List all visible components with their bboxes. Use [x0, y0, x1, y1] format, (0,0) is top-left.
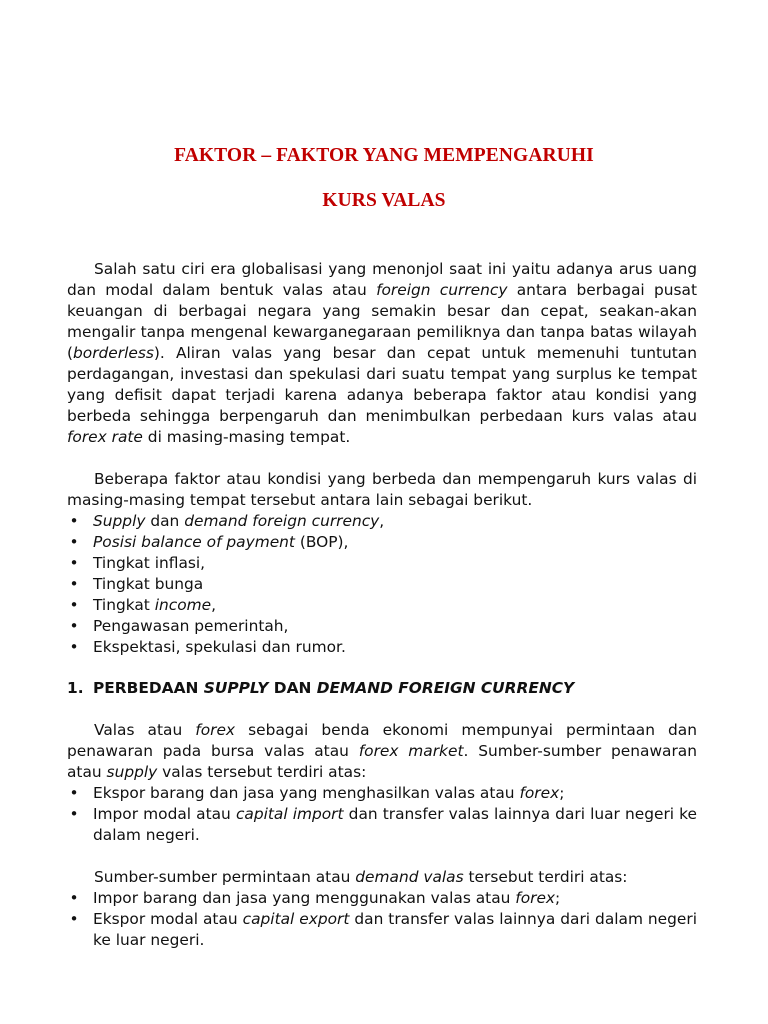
- italic-term: forex rate: [67, 428, 143, 446]
- demand-intro-paragraph: [67, 867, 697, 888]
- list-item: [67, 888, 697, 909]
- italic-term: foreign currency: [376, 281, 508, 299]
- text-run: Tingkat bunga: [93, 575, 204, 593]
- text-run: valas tersebut terdiri atas:: [157, 763, 367, 781]
- text-run: Tingkat: [93, 596, 155, 614]
- bullet-icon: •: [69, 512, 79, 530]
- text-run: ,: [211, 596, 217, 614]
- bullet-icon: •: [69, 617, 79, 635]
- list-item: [67, 804, 697, 846]
- italic-term: demand foreign currency: [184, 512, 380, 530]
- text-run: Ekspektasi, spekulasi dan rumor.: [93, 638, 346, 656]
- italic-term: forex market: [358, 742, 464, 760]
- list-item: [67, 909, 697, 951]
- list-item: [67, 532, 697, 553]
- section-paragraph: [67, 720, 697, 783]
- italic-term: capital export: [242, 910, 350, 928]
- italic-term: forex: [519, 784, 560, 802]
- italic-term: demand valas: [355, 868, 464, 886]
- factor-list: [67, 511, 697, 658]
- section-title: [93, 679, 574, 697]
- italic-term: forex: [515, 889, 556, 907]
- italic-term: borderless: [73, 344, 154, 362]
- text-run: Valas atau: [94, 721, 196, 739]
- italic-term: Supply: [93, 512, 146, 530]
- text-run: Pengawasan pemerintah,: [93, 617, 289, 635]
- text-run: Ekspor barang dan jasa yang menghasilkan valas atau: [93, 784, 520, 802]
- bullet-icon: •: [69, 533, 79, 551]
- bullet-icon: •: [69, 554, 79, 572]
- bullet-icon: •: [69, 575, 79, 593]
- text-run: dan: [145, 512, 185, 530]
- bullet-icon: •: [69, 910, 79, 928]
- document-body: [67, 259, 697, 951]
- text-run: ;: [559, 784, 565, 802]
- text-run: Beberapa faktor atau kondisi yang berbeda dan mempengaruh kurs valas di masing-masing tempat tersebut antara lain sebagai berikut.: [67, 470, 697, 509]
- bullet-icon: •: [69, 805, 79, 823]
- list-item: [67, 553, 697, 574]
- text-run: di masing-masing tempat.: [142, 428, 351, 446]
- title-line-1: FAKTOR – FAKTOR YANG MEMPENGARUHI: [174, 145, 594, 166]
- list-item: [67, 783, 697, 804]
- italic-term: supply: [106, 763, 158, 781]
- text-run: antara berbagai pusat keuangan di berbagai negara yang semakin besar dan cepat, seakan-akan mengalir tanpa mengenal kewarganegaraan pemiliknya dan tanpa batas wilayah (: [67, 281, 697, 362]
- text-run: sebagai benda ekonomi mempunyai permintaan dan penawaran pada bursa valas atau: [67, 721, 697, 760]
- text-run: Ekspor modal atau: [93, 910, 243, 928]
- list-item: [67, 637, 697, 658]
- bullet-icon: •: [69, 638, 79, 656]
- italic-term: forex: [195, 721, 236, 739]
- text-run: ). Aliran valas yang besar dan cepat untuk memenuhi tuntutan perdagangan, investasi dan spekulasi dari suatu tempat yang surplus ke tempat yang defisit dapat terjadi karena adanya beberapa faktor atau kondisi yang berbeda sehingga berpengaruh dan menimbulkan perbedaan kurs valas atau: [67, 344, 697, 425]
- section-number: 1.: [67, 679, 84, 697]
- title-line-2: KURS VALAS: [322, 190, 446, 211]
- text-run: (BOP),: [294, 533, 349, 551]
- supply-list: [67, 783, 697, 846]
- bullet-icon: •: [69, 596, 79, 614]
- list-item: [67, 616, 697, 637]
- text-run: Sumber-sumber permintaan atau: [94, 868, 356, 886]
- text-run: Impor modal atau: [93, 805, 236, 823]
- text-run: ,: [379, 512, 385, 530]
- italic-term: capital import: [235, 805, 344, 823]
- intro-paragraph: [67, 259, 697, 448]
- text-run: Salah satu ciri era globalisasi yang menonjol saat ini yaitu adanya arus uang dan modal dalam bentuk valas atau: [67, 260, 697, 299]
- section-heading: [67, 678, 697, 699]
- text-run: tersebut terdiri atas:: [463, 868, 628, 886]
- bullet-icon: •: [69, 889, 79, 907]
- bullet-icon: •: [69, 784, 79, 802]
- list-item: [67, 574, 697, 595]
- text-run: dan transfer valas lainnya dari luar negeri ke dalam negeri.: [93, 805, 698, 844]
- italic-term: SUPPLY: [203, 679, 269, 697]
- italic-term: Posisi balance of payment: [93, 533, 295, 551]
- text-run: DAN: [268, 679, 317, 697]
- text-run: Impor barang dan jasa yang menggunakan valas atau: [93, 889, 516, 907]
- list-item: [67, 511, 697, 532]
- text-run: PERBEDAAN: [93, 679, 204, 697]
- list-item: [67, 595, 697, 616]
- italic-term: DEMAND FOREIGN CURRENCY: [316, 679, 575, 697]
- text-run: ;: [555, 889, 561, 907]
- text-run: . Sumber-sumber penawaran atau: [67, 742, 697, 781]
- demand-list: [67, 888, 697, 951]
- text-run: Tingkat inflasi,: [93, 554, 206, 572]
- italic-term: income: [154, 596, 212, 614]
- text-run: dan transfer valas lainnya dari dalam negeri ke luar negeri.: [93, 910, 697, 949]
- factors-intro-paragraph: [67, 469, 697, 511]
